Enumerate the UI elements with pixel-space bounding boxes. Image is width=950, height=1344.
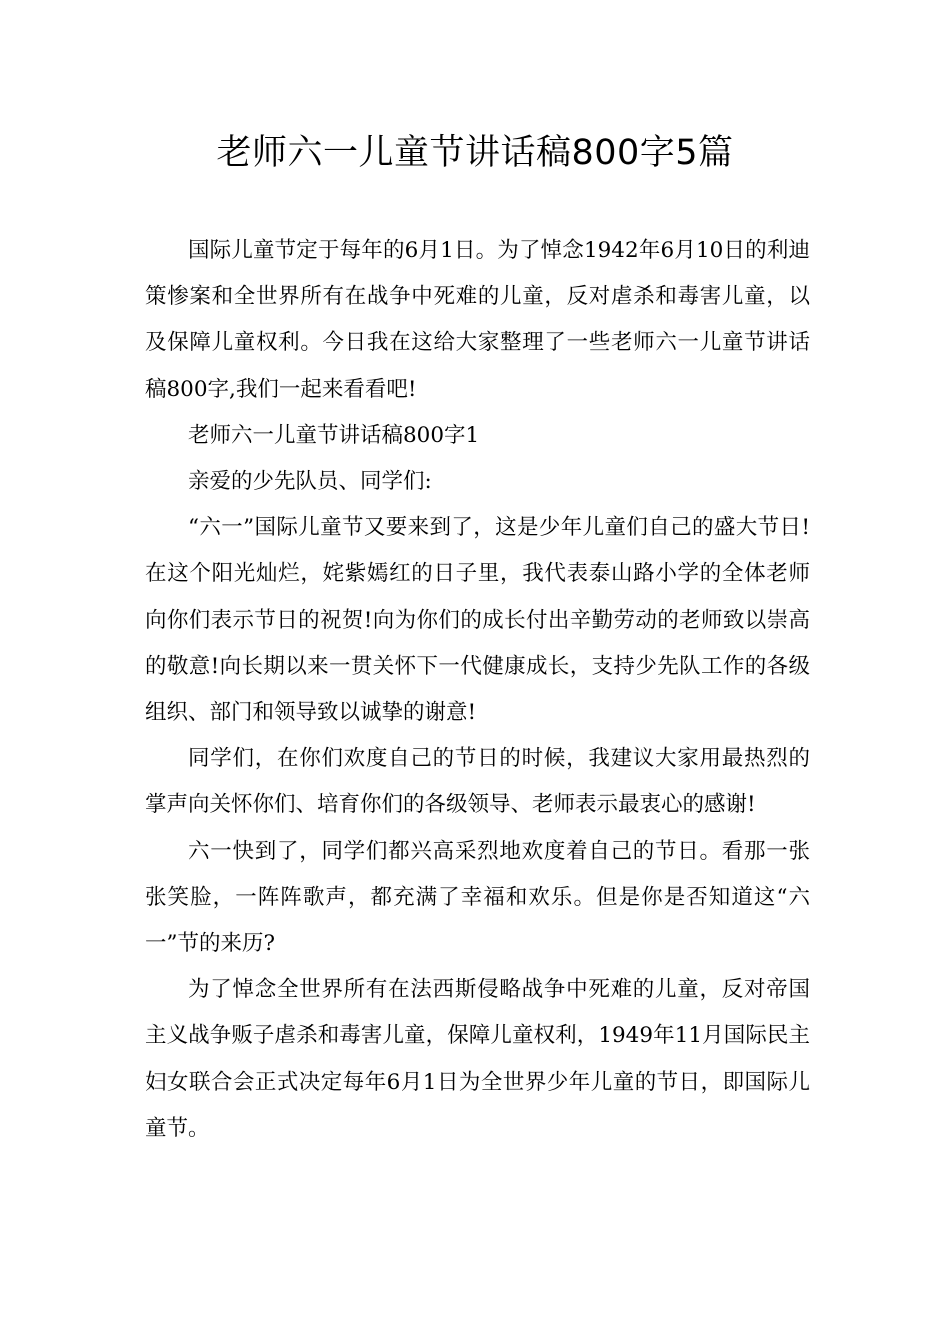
document-body: [145, 228, 810, 1152]
section-heading: 老师六一儿童节讲话稿800字1: [188, 422, 480, 448]
paragraph: 为了悼念全世界所有在法西斯侵略战争中死难的儿童，反对帝国主义战争贩子虐杀和毒害儿童，保障儿童权利，1949年11月国际民主妇女联合会正式决定每年6月1日为全世界少年儿童的节日，即国际儿童节。: [145, 977, 810, 1141]
paragraph: 同学们，在你们欢度自己的节日的时候，我建议大家用最热烈的掌声向关怀你们、培育你们的各级领导、老师表示最衷心的感谢!: [145, 746, 810, 818]
paragraph: 六一快到了，同学们都兴高采烈地欢度着自己的节日。看那一张张笑脸，一阵阵歌声，都充满了幸福和欢乐。但是你是否知道这“六一”节的来历?: [145, 838, 810, 957]
paragraph-intro: 国际儿童节定于每年的6月1日。为了悼念1942年6月10日的利迪策惨案和全世界所有在战争中死难的儿童，反对虐杀和毒害儿童，以及保障儿童权利。今日我在这给大家整理了一些老师六一儿童节讲话稿800字,我们一起来看看吧!: [145, 238, 810, 402]
paragraph: “六一”国际儿童节又要来到了，这是少年儿童们自己的盛大节日!在这个阳光灿烂，姹紫嫣红的日子里，我代表泰山路小学的全体老师向你们表示节日的祝贺!向为你们的成长付出辛勤劳动的老师致以崇高的敬意!向长期以来一贯关怀下一代健康成长，支持少先队工作的各级组织、部门和领导致以诚挚的谢意!: [145, 515, 810, 726]
paragraph-greeting: 亲爱的少先队员、同学们:: [188, 469, 432, 495]
document-title: 老师六一儿童节讲话稿800字5篇: [216, 133, 734, 173]
